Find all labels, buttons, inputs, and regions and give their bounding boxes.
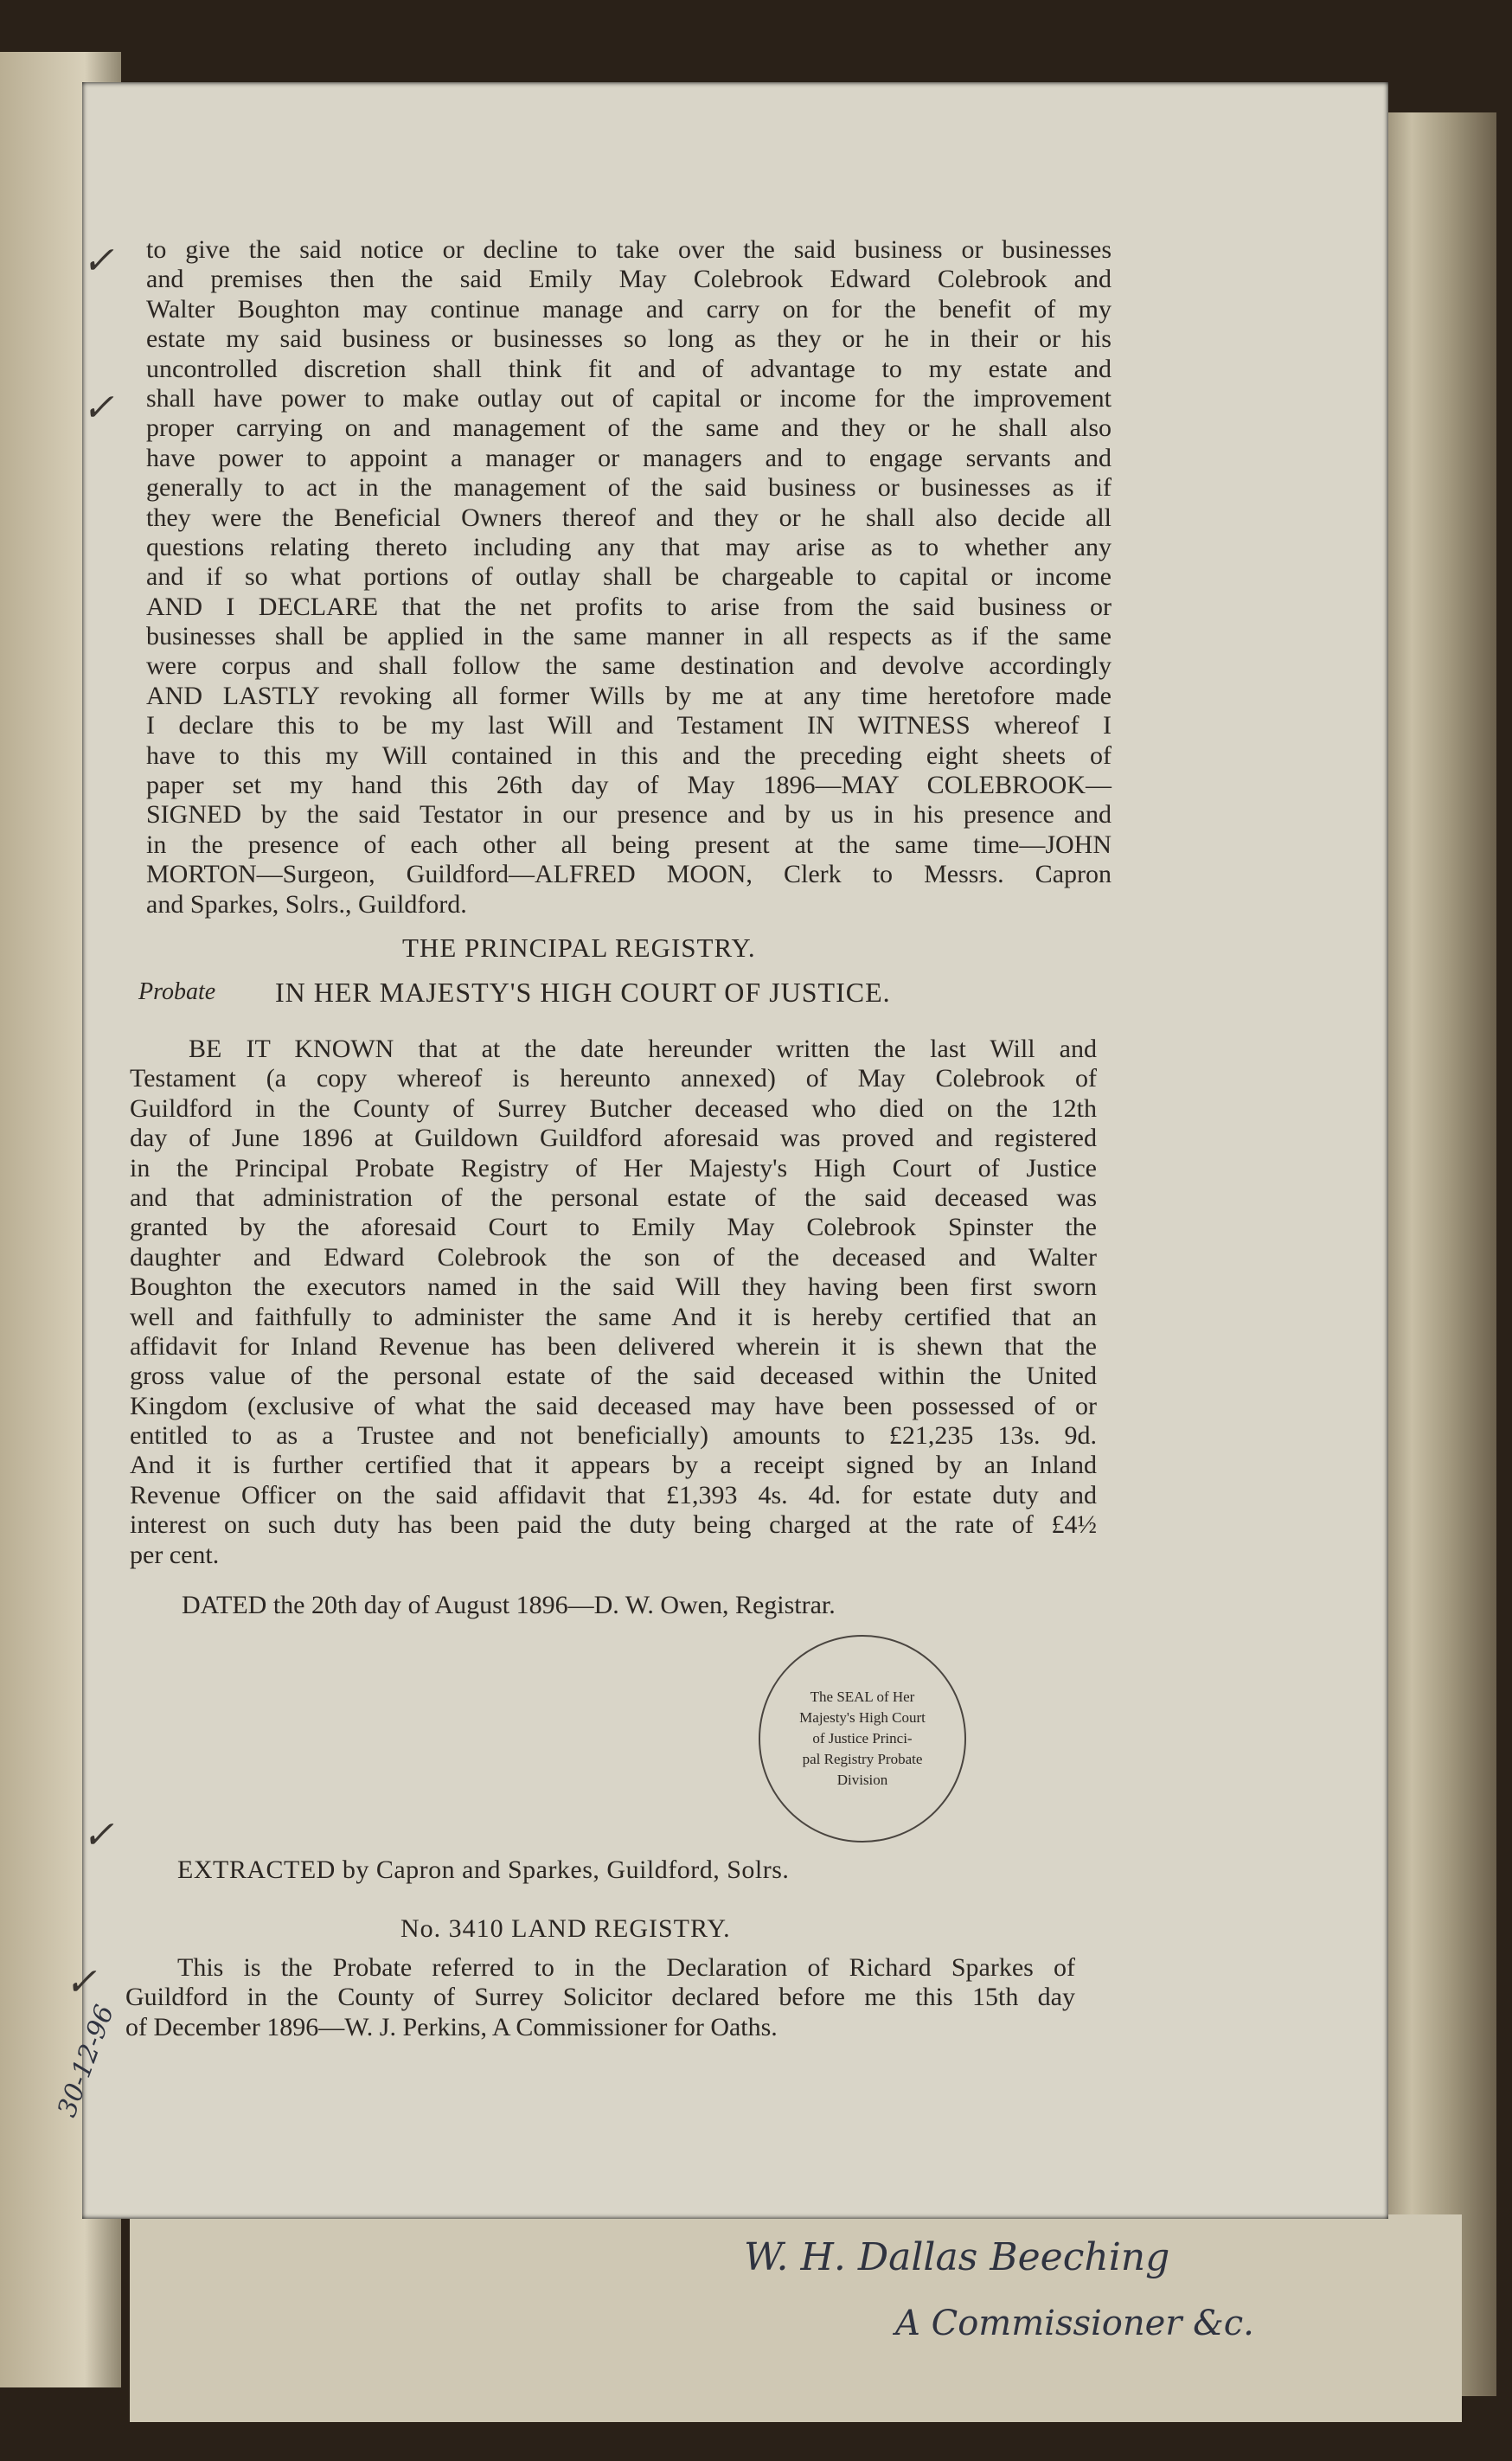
text-line: AND I DECLARE that the net profits to arise from the said business or	[146, 592, 1112, 621]
text-line: and premises then the said Emily May Colebrook Edward Colebrook and	[146, 265, 1112, 294]
commissioner-signature: W. H. Dallas Beeching	[744, 2235, 1170, 2279]
text-line: estate my said business or businesses so long as they or he in their or his	[146, 324, 1112, 354]
seal-text-line: Majesty's High Court	[799, 1709, 926, 1726]
text-line: I declare this to be my last Will and Testament IN WITNESS whereof I	[146, 711, 1112, 740]
text-line: and that administration of the personal estate of the said deceased was	[130, 1182, 1097, 1212]
text-line: day of June 1896 at Guildown Guildford aforesaid was proved and registered	[130, 1124, 1097, 1153]
text-line: shall have power to make outlay out of capital or income for the improvement	[146, 383, 1112, 413]
land-registry-heading: No. 3410 LAND REGISTRY.	[400, 1914, 731, 1943]
text-line: Guildford in the County of Surrey Butcher deceased who died on the 12th	[130, 1093, 1097, 1123]
text-line: Revenue Officer on the said affidavit that £1,393 4s. 4d. for estate duty and	[130, 1480, 1097, 1509]
text-line: gross value of the personal estate of the said deceased within the United	[130, 1362, 1097, 1391]
will-text	[146, 235, 1112, 920]
text-line: uncontrolled discretion shall think fit and of advantage to my estate and	[146, 354, 1112, 383]
text-line: in the Principal Probate Registry of Her Majesty's High Court of Justice	[130, 1153, 1097, 1182]
text-line: Boughton the executors named in the said Will they having been first sworn	[130, 1272, 1097, 1302]
text-line: Kingdom (exclusive of what the said deceased may have been possessed of or	[130, 1391, 1097, 1420]
text-line: interest on such duty has been paid the duty being charged at the rate of £4½	[130, 1510, 1097, 1540]
text-line: to give the said notice or decline to take over the said business or businesses	[146, 235, 1112, 264]
text-line: have to this my Will contained in this and the preceding eight sheets of	[146, 740, 1112, 770]
text-line: MORTON—Surgeon, Guildford—ALFRED MOON, Clerk to Messrs. Capron	[146, 860, 1112, 889]
text-line: proper carrying on and management of the same and they or he shall also	[146, 413, 1112, 443]
margin-date: 30-12-96	[52, 2001, 120, 2121]
seal-text-line: The SEAL of Her	[810, 1689, 915, 1705]
registry-heading: THE PRINCIPAL REGISTRY.	[402, 932, 756, 963]
text-line: BE IT KNOWN that at the date hereunder written the last Will and	[189, 1035, 1097, 1063]
text-line: daughter and Edward Colebrook the son of the deceased and Walter	[130, 1242, 1097, 1272]
text-line: of December 1896—W. J. Perkins, A Commissioner for Oaths.	[125, 2012, 778, 2041]
text-line: per cent.	[130, 1540, 220, 1569]
text-line: and Sparkes, Solrs., Guildford.	[146, 889, 467, 919]
probate-label: Probate	[138, 978, 216, 1005]
text-line: Walter Boughton may continue manage and carry on for the benefit of my	[146, 294, 1112, 324]
extracted-line: EXTRACTED by Capron and Sparkes, Guildford, Solrs.	[177, 1855, 790, 1884]
margin-check-mark: ✓	[82, 387, 114, 429]
margin-check-mark: ✓	[65, 1961, 97, 2003]
text-line: Testament (a copy whereof is hereunto annexed) of May Colebrook of	[130, 1064, 1097, 1093]
declaration-text	[125, 1953, 1075, 2042]
book-page-edges	[1375, 112, 1496, 2396]
text-line: entitled to as a Trustee and not beneficially) amounts to £21,235 13s. 9d.	[130, 1421, 1097, 1451]
text-line: in the presence of each other all being present at the same time—JOHN	[146, 830, 1112, 859]
text-line: AND LASTLY revoking all former Wills by me at any time heretofore made	[146, 681, 1112, 710]
text-line: businesses shall be applied in the same manner in all respects as if the same	[146, 622, 1112, 651]
court-heading: IN HER MAJESTY'S HIGH COURT OF JUSTICE.	[275, 977, 891, 1008]
dated-line: DATED the 20th day of August 1896—D. W. Owen, Registrar.	[182, 1591, 836, 1619]
commissioner-title: A Commissioner &c.	[895, 2304, 1254, 2343]
text-line: questions relating thereto including any that may arise as to whether any	[146, 532, 1112, 561]
text-line: and if so what portions of outlay shall be chargeable to capital or income	[146, 562, 1112, 592]
grant-text	[130, 1035, 1097, 1570]
seal-text-line: Division	[836, 1772, 888, 1788]
text-line: granted by the aforesaid Court to Emily May Colebrook Spinster the	[130, 1213, 1097, 1242]
seal-text-line: pal Registry Probate	[802, 1751, 923, 1767]
seal-text-line: of Justice Princi-	[812, 1730, 913, 1746]
text-line: affidavit for Inland Revenue has been delivered wherein it is shewn that the	[130, 1331, 1097, 1361]
text-line: This is the Probate referred to in the Declaration of Richard Sparkes of	[177, 1953, 1075, 1982]
text-line: well and faithfully to administer the same And it is hereby certified that an	[130, 1302, 1097, 1331]
text-line: generally to act in the management of the said business or businesses as if	[146, 473, 1112, 503]
text-line: Guildford in the County of Surrey Solicitor declared before me this 15th day	[125, 1983, 1075, 2012]
text-line: have power to appoint a manager or managers and to engage servants and	[146, 443, 1112, 472]
text-line: they were the Beneficial Owners thereof and they or he shall also decide all	[146, 503, 1112, 532]
court-seal	[759, 1635, 966, 1843]
margin-check-mark: ✓	[82, 240, 114, 282]
text-line: SIGNED by the said Testator in our presence and by us in his presence and	[146, 800, 1112, 830]
margin-check-mark: ✓	[82, 1814, 114, 1856]
text-line: And it is further certified that it appears by a receipt signed by an Inland	[130, 1451, 1097, 1480]
text-line: were corpus and shall follow the same destination and devolve accordingly	[146, 651, 1112, 681]
text-line: paper set my hand this 26th day of May 1896—MAY COLEBROOK—	[146, 771, 1112, 800]
